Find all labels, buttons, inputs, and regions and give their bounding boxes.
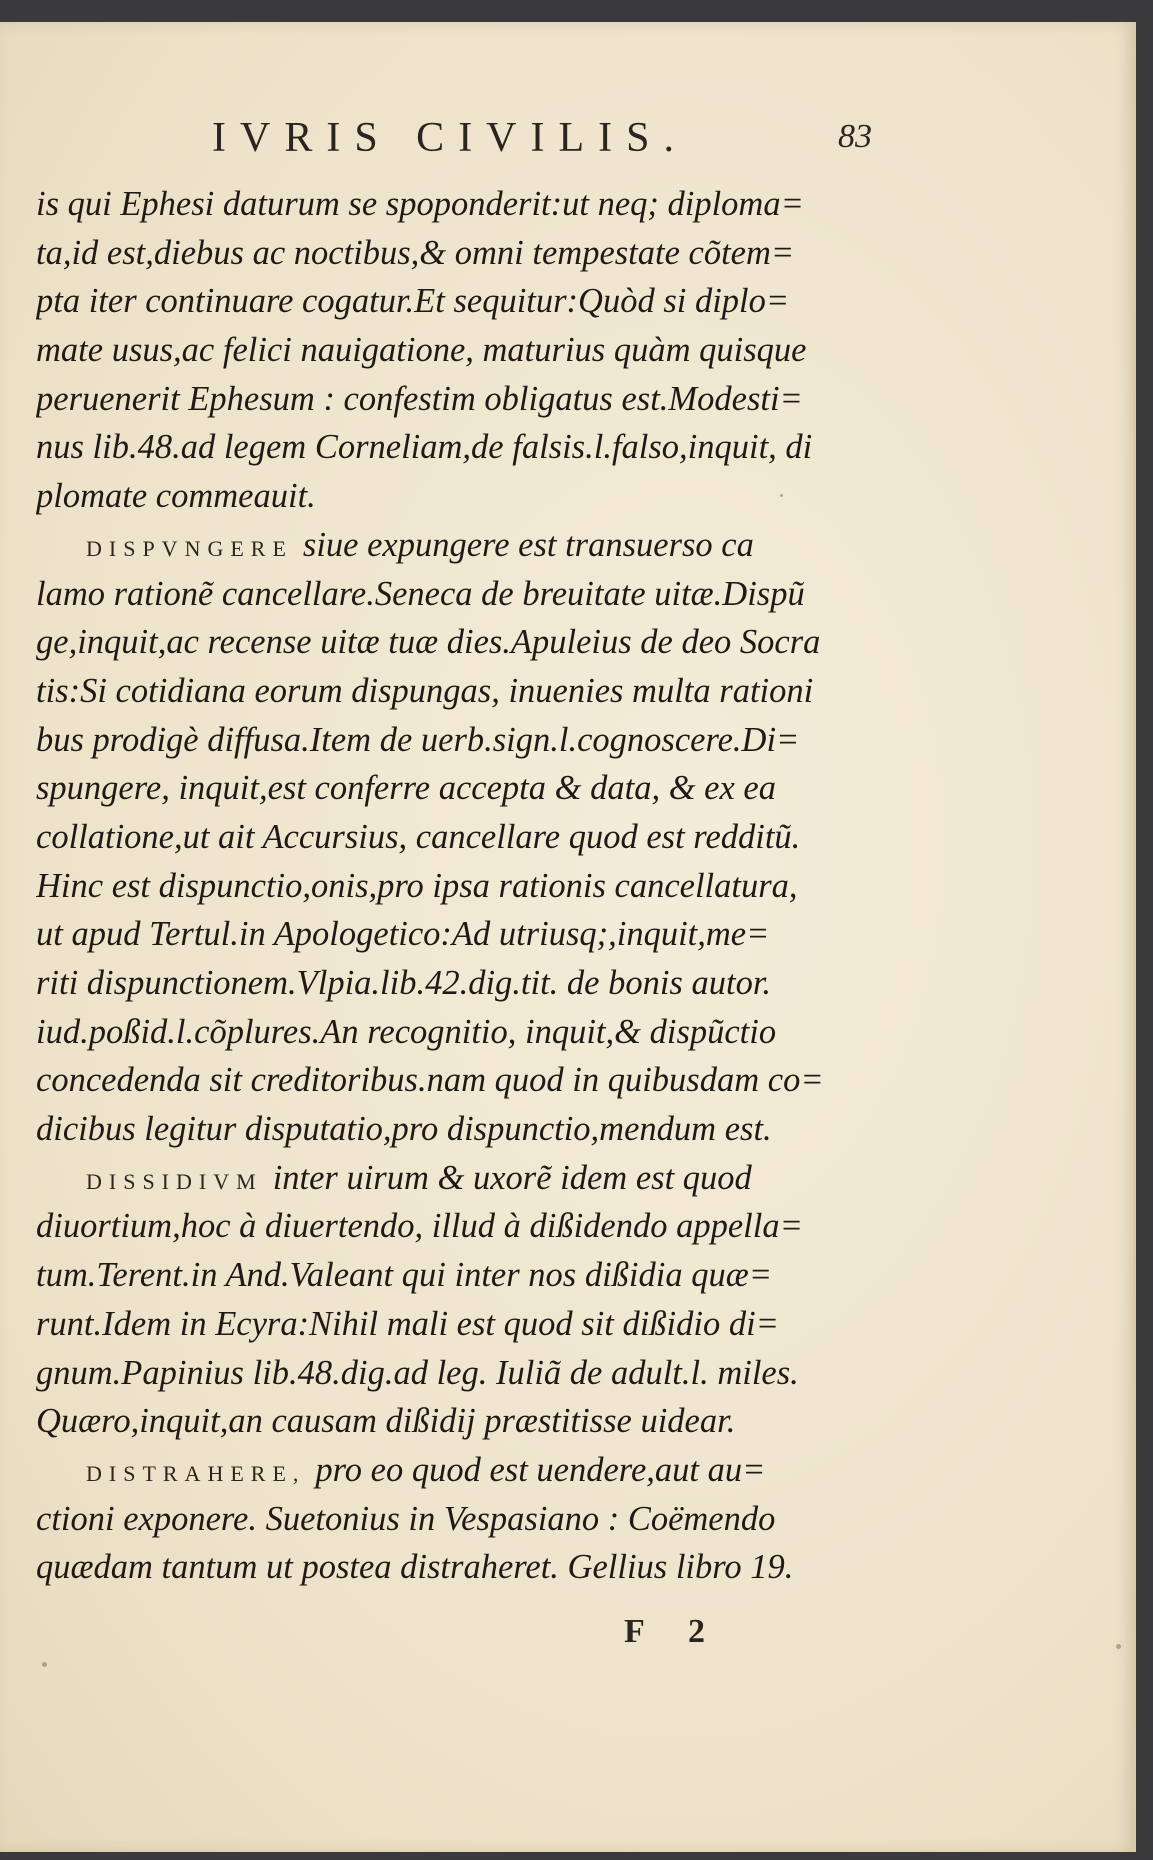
line-text: gnum.Papinius lib.48.dig.ad leg. Iuliã de adult.l. miles. (36, 1353, 799, 1392)
text-line (36, 910, 862, 959)
text-line (36, 1008, 862, 1057)
text-line (36, 180, 862, 229)
text-line (36, 959, 862, 1008)
line-text: ge,inquit,ac recense uitæ tuæ dies.Apuleius de deo Socra (36, 623, 821, 662)
line-text: mate usus,ac felici nauigatione, maturius quàm quisque (36, 331, 807, 370)
text-line (36, 521, 862, 570)
paper-speck (1116, 1644, 1121, 1649)
line-text: quædam tantum ut postea distraheret. Gellius libro 19. (36, 1548, 794, 1587)
text-line (36, 326, 862, 375)
line-text: dicibus legitur disputatio,pro dispunctio,mendum est. (36, 1110, 772, 1149)
line-text: pro eo quod est uendere,aut au= (315, 1450, 766, 1489)
text-line (36, 618, 862, 667)
line-text: tis:Si cotidiana eorum dispungas, inuenies multa rationi (36, 671, 814, 710)
text-line (36, 1446, 862, 1495)
line-text: plomate commeauit. (36, 477, 316, 516)
text-line (36, 667, 862, 716)
line-text: iud.poßid.l.cõplures.An recognitio, inquit,& dispũctio (36, 1012, 777, 1051)
text-line (36, 472, 862, 521)
entry-headword: DISPVNGERE (86, 535, 293, 561)
line-text: peruenerit Ephesum : confestim obligatus est.Modesti= (36, 379, 803, 418)
line-text: concedenda sit creditoribus.nam quod in quibusdam co= (36, 1061, 824, 1100)
text-line (36, 764, 862, 813)
text-line (36, 813, 862, 862)
text-line (36, 1495, 862, 1544)
line-text: tum.Terent.in And.Valeant qui inter nos dißidia quæ= (36, 1256, 772, 1295)
line-text: nus lib.48.ad legem Corneliam,de falsis.l.falso,inquit, di (36, 428, 813, 467)
text-line (36, 1251, 862, 1300)
line-text: is qui Ephesi daturum se spoponderit:ut neq; diploma= (36, 185, 804, 223)
line-text: bus prodigè diffusa.Item de uerb.sign.l.cognoscere.Di= (36, 720, 800, 759)
folio-number: 83 (838, 118, 872, 155)
running-head (0, 114, 1133, 174)
line-text: ut apud Tertul.in Apologetico:Ad utriusq;,inquit,me= (36, 915, 770, 954)
text-line (36, 277, 862, 326)
line-text: spungere, inquit,est conferre accepta & data, & ex ea (36, 769, 776, 808)
line-text: ctioni exponere. Suetonius in Vespasiano : Coëmendo (36, 1499, 776, 1538)
signature-mark: F 2 (624, 1613, 724, 1650)
line-text: pta iter continuare cogatur.Et sequitur:Quòd si diplo= (36, 282, 790, 321)
text-line (36, 570, 862, 619)
text-line (36, 1543, 862, 1592)
line-text: ta,id est,diebus ac noctibus,& omni tempestate cõtem= (36, 233, 795, 272)
paper-speck (780, 494, 783, 497)
entry-headword: DISSIDIVM (86, 1168, 263, 1194)
book-page (0, 22, 1136, 1852)
text-line (36, 1300, 862, 1349)
text-line (36, 1397, 862, 1446)
line-text: riti dispunctionem.Vlpia.lib.42.dig.tit. de bonis autor. (36, 964, 772, 1002)
text-line (36, 229, 862, 278)
text-line (36, 1105, 862, 1154)
text-line (36, 1202, 862, 1251)
text-line (36, 1154, 862, 1203)
text-line (36, 1349, 862, 1398)
entry-headword: DISTRAHERE, (86, 1460, 306, 1486)
line-text: runt.Idem in Ecyra:Nihil mali est quod sit dißidio di= (36, 1304, 779, 1343)
line-text: siue expungere est transuerso ca (302, 525, 754, 564)
page-body-text (36, 180, 862, 1592)
text-line (36, 716, 862, 765)
line-text: diuortium,hoc à diuertendo, illud à dißidendo appella= (36, 1207, 803, 1246)
paper-speck (42, 1662, 47, 1667)
line-text: Hinc est dispunctio,onis,pro ipsa rationis cancellatura, (36, 866, 798, 905)
line-text: inter uirum & uxorẽ idem est quod (272, 1158, 752, 1197)
text-line (36, 423, 862, 472)
text-line (36, 862, 862, 911)
text-line (36, 1056, 862, 1105)
text-line (36, 375, 862, 424)
line-text: collatione,ut ait Accursius, cancellare quod est redditũ. (36, 817, 801, 856)
line-text: lamo rationẽ cancellare.Seneca de breuitate uitæ.Dispũ (36, 574, 805, 613)
running-title: IVRIS CIVILIS. (212, 115, 688, 161)
line-text: Quæro,inquit,an causam dißidij præstitisse uidear. (36, 1402, 736, 1441)
